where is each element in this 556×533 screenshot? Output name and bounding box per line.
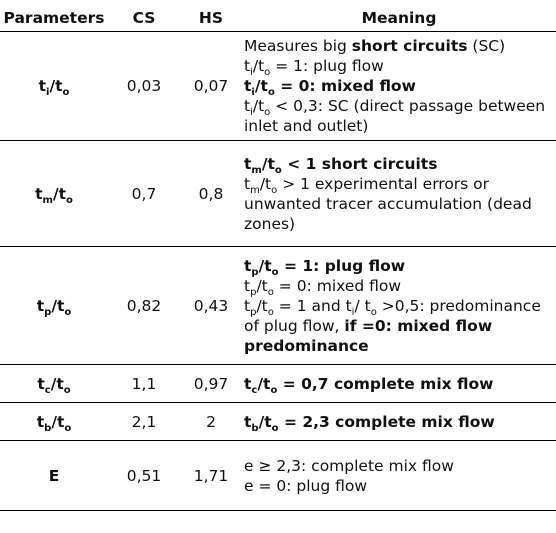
meaning-text: = 1: plug flow (270, 57, 384, 75)
table-row (0, 441, 556, 511)
table-body (0, 32, 556, 511)
cs-value: 0,03 (126, 77, 162, 95)
meaning-line (244, 154, 556, 174)
parameter-symbol (0, 141, 108, 247)
symbol-text: t (36, 296, 45, 315)
symbol-text: /t (51, 296, 65, 315)
cs-value: 0,7 (131, 184, 157, 203)
meaning-text: t (244, 296, 251, 315)
meaning-cell (242, 403, 556, 441)
meaning-text: / t (354, 296, 371, 315)
meaning-line (244, 36, 556, 56)
meaning-text: b (251, 422, 259, 434)
meaning-text: = 0,7 complete mix flow (277, 374, 494, 393)
hs-value: 1,71 (193, 466, 229, 485)
symbol-text: E (48, 466, 60, 485)
meaning-text: o (264, 67, 271, 78)
meaning-text: = 0: mixed flow (274, 77, 416, 95)
meaning-text: i (250, 67, 253, 78)
meaning-text: t (244, 154, 252, 173)
meaning-line (244, 296, 556, 316)
meaning-text: o (271, 422, 279, 434)
symbol-text: /t (52, 184, 67, 203)
meaning-text: i (251, 87, 255, 98)
meaning-text: o (267, 87, 275, 98)
meaning-text: t (244, 374, 252, 393)
meaning-text: /t (258, 256, 272, 275)
meaning-text: < 1 short circuits (281, 154, 438, 173)
meaning-cell (242, 141, 556, 247)
symbol-subscript: c (44, 384, 51, 396)
meaning-text: p (251, 266, 259, 278)
cs-value: 0,51 (126, 466, 162, 485)
meaning-text: t (244, 412, 252, 431)
meaning-text: = 0: mixed flow (273, 276, 402, 295)
header-row (0, 5, 556, 32)
hs-value: 0,07 (193, 77, 229, 95)
meaning-text: e ≥ 2,3: complete mix flow (244, 456, 454, 475)
symbol-subscript: o (64, 422, 72, 434)
symbol-subscript: o (62, 87, 70, 98)
meaning-line (244, 194, 556, 214)
meaning-text: /t (254, 77, 268, 95)
header-meaning: Meaning (361, 9, 437, 27)
meaning-text: if =0: mixed flow (344, 316, 493, 335)
meaning-text: inlet and outlet) (244, 117, 369, 135)
meaning-text: >0,5: predominance (376, 296, 541, 315)
meaning-text: Measures big (244, 37, 352, 55)
table-row (0, 247, 556, 365)
cs-value: 0,82 (126, 296, 162, 315)
meaning-line (244, 256, 556, 276)
meaning-text: > 1 experimental errors or (277, 174, 490, 193)
symbol-text: t (38, 77, 47, 95)
hs-value: 0,97 (193, 374, 229, 393)
symbol-subscript: o (63, 384, 71, 396)
meaning-text: /t (252, 97, 265, 115)
header-hs: HS (198, 9, 224, 27)
meaning-cell (242, 32, 556, 141)
meaning-line (244, 276, 556, 296)
hs-value: 0,43 (193, 296, 229, 315)
meaning-text: c (251, 384, 258, 396)
meaning-line (244, 374, 556, 394)
parameter-symbol (0, 441, 108, 511)
meaning-text: o (267, 286, 274, 298)
meaning-text: o (274, 164, 282, 176)
meaning-text: (SC) (467, 37, 506, 55)
meaning-line (244, 116, 556, 136)
meaning-text: p (250, 306, 257, 318)
meaning-text: /t (261, 154, 275, 173)
table-row (0, 32, 556, 141)
meaning-text: o (264, 107, 271, 118)
meaning-text: e = 0: plug flow (244, 476, 368, 495)
meaning-text: t (244, 276, 251, 295)
meaning-line (244, 56, 556, 76)
header-parameters: Parameters (3, 9, 105, 27)
meaning-text: i (250, 107, 253, 118)
meaning-line (244, 316, 556, 336)
meaning-text: o (271, 266, 279, 278)
header-cs: CS (132, 9, 156, 27)
meaning-text: t (244, 57, 251, 75)
symbol-text: t (35, 184, 43, 203)
meaning-line (244, 174, 556, 194)
meaning-text: m (250, 184, 260, 196)
meaning-text: /t (258, 412, 272, 431)
parameter-symbol (0, 32, 108, 141)
cs-value: 2,1 (131, 412, 157, 431)
meaning-text: unwanted tracer accumulation (dead (244, 194, 532, 213)
meaning-text: o (370, 306, 377, 318)
symbol-text: t (37, 374, 45, 393)
symbol-subscript: i (46, 87, 50, 98)
meaning-text: of plug flow, (244, 316, 345, 335)
meaning-text: /t (256, 276, 268, 295)
meaning-text: o (270, 384, 278, 396)
meaning-text: = 2,3 complete mix flow (278, 412, 495, 431)
meaning-cell (242, 247, 556, 365)
parameter-symbol (0, 403, 108, 441)
meaning-text: /t (259, 174, 272, 193)
meaning-text: = 1: plug flow (278, 256, 406, 275)
table-row (0, 403, 556, 441)
symbol-subscript: p (44, 306, 52, 318)
hs-value: 0,8 (198, 184, 224, 203)
cs-value: 1,1 (131, 374, 157, 393)
symbol-subscript: o (66, 194, 73, 206)
meaning-text: t (244, 174, 251, 193)
meaning-text: < 0,3: SC (direct passage between (270, 97, 546, 115)
meaning-line (244, 96, 556, 116)
meaning-text: /t (257, 374, 271, 393)
meaning-text: t (244, 97, 251, 115)
meaning-cell (242, 441, 556, 511)
parameter-symbol (0, 365, 108, 403)
meaning-line (244, 412, 556, 432)
meaning-text: short circuits (351, 37, 468, 55)
meaning-text: m (251, 164, 262, 176)
meaning-text: t (244, 256, 252, 275)
meaning-line (244, 336, 556, 356)
meaning-cell (242, 365, 556, 403)
meaning-line (244, 76, 556, 96)
table-row (0, 365, 556, 403)
parameters-table (0, 5, 556, 511)
meaning-line (244, 476, 556, 496)
meaning-text: /t (252, 57, 265, 75)
symbol-text: /t (51, 412, 65, 431)
meaning-line (244, 214, 556, 234)
hs-value: 2 (206, 412, 216, 431)
meaning-text: t (244, 77, 252, 95)
meaning-text: predominance (244, 336, 369, 355)
meaning-text: p (250, 286, 257, 298)
symbol-text: t (36, 412, 45, 431)
table-row (0, 141, 556, 247)
meaning-line (244, 456, 556, 476)
meaning-text: /t (256, 296, 268, 315)
symbol-subscript: m (42, 194, 53, 206)
meaning-text: zones) (244, 214, 296, 233)
meaning-text: o (267, 306, 274, 318)
symbol-text: /t (50, 374, 64, 393)
parameter-symbol (0, 247, 108, 365)
meaning-text: = 1 and t (273, 296, 352, 315)
symbol-subscript: o (64, 306, 72, 318)
meaning-text: o (271, 184, 278, 196)
meaning-text: i (351, 306, 355, 318)
symbol-subscript: b (44, 422, 52, 434)
symbol-text: /t (49, 77, 63, 95)
